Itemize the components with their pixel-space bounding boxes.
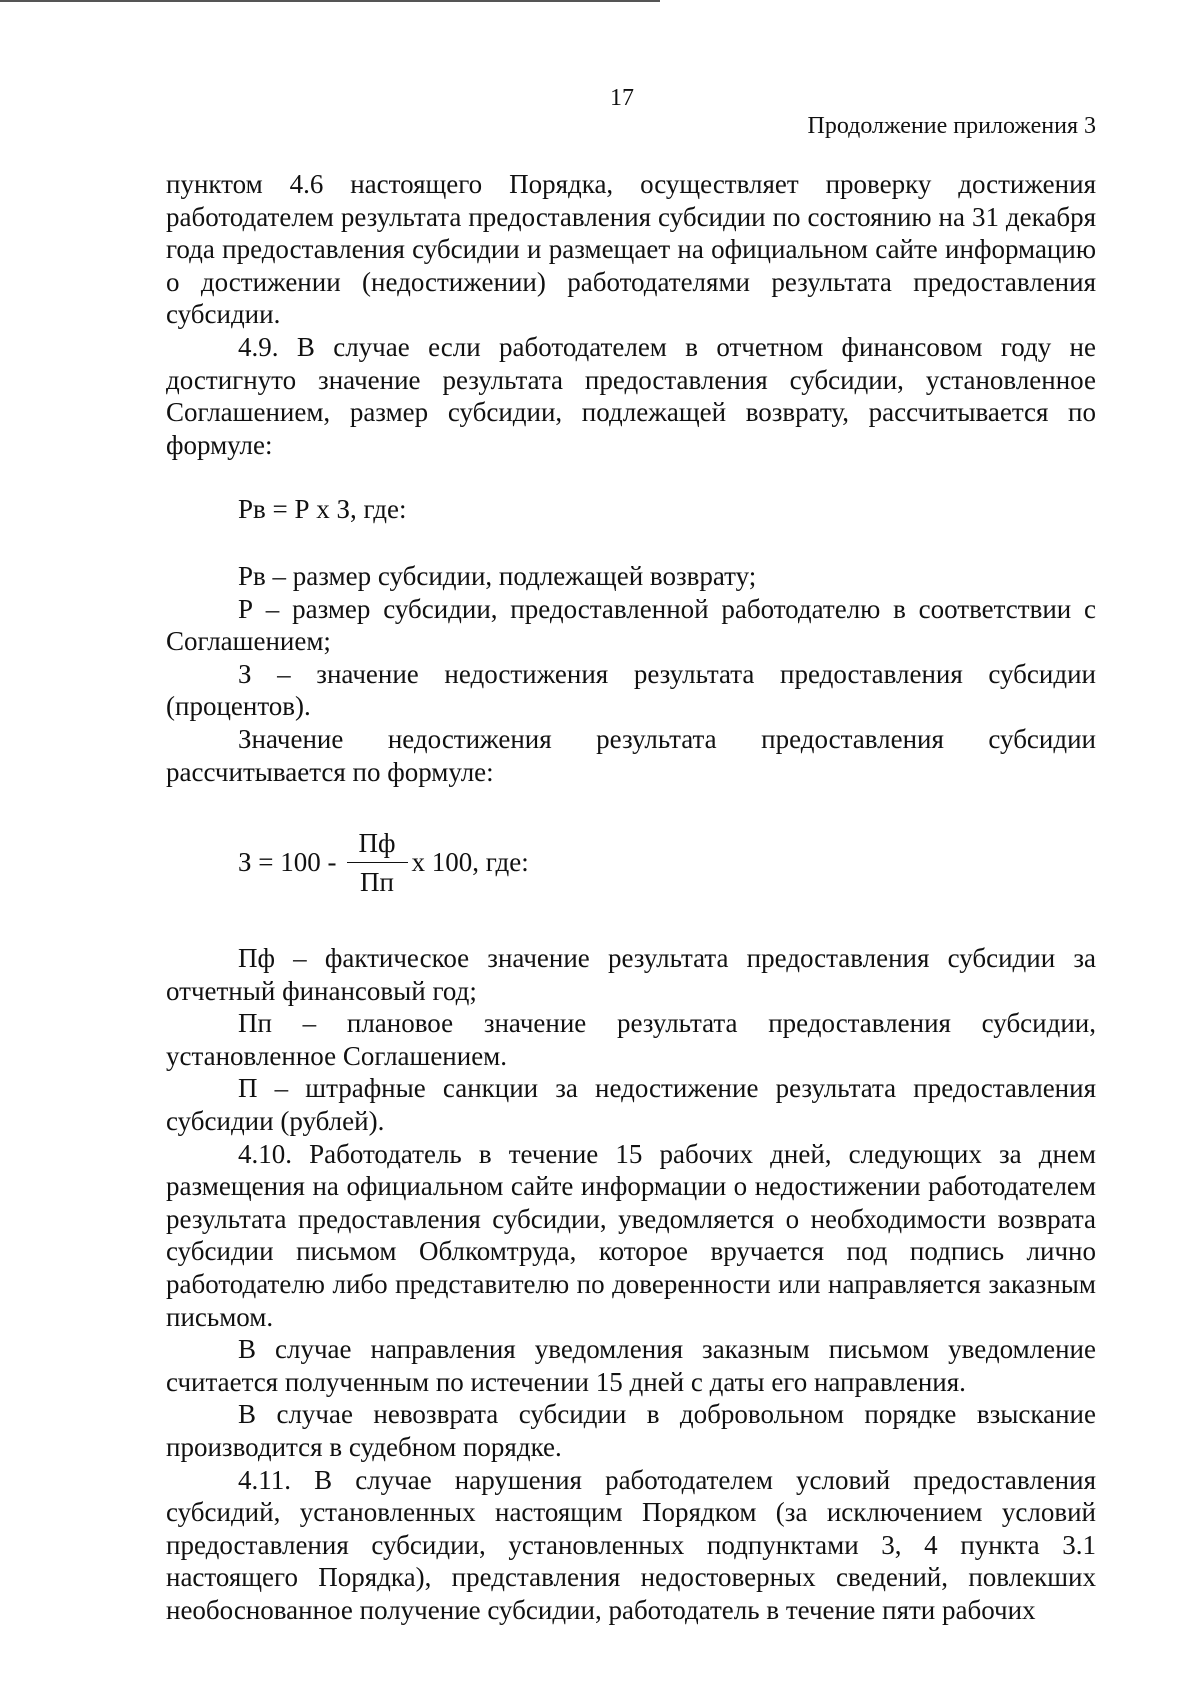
paragraph-4-10: 4.10. Работодатель в течение 15 рабочих дней, следующих за днем размещения на официальном сайте информации о недостижении работодателем результата предоставления субсидии, уведомляется о необходимости возврата субсидии письмом Облкомтруда, которое вручается под подпись лично работодателю либо представителю по доверенности или направляется заказным письмом.: [166, 1138, 1096, 1332]
page-number: 17: [610, 85, 634, 111]
formula-right: х 100, где:: [411, 846, 529, 877]
paragraph-4-11: 4.11. В случае нарушения работодателем условий предоставления субсидий, установленных настоящим Порядком (за исключением условий предоставления субсидии, установленных подпунктами 3, 4 пункта 3.1 настоящего Порядка), представления недостоверных сведений, повлекших необоснованное получение субсидии, работодатель в течение пяти рабочих: [166, 1464, 1096, 1625]
fraction: [347, 826, 408, 899]
definition-pf: Пф – фактическое значение результата предоставления субсидии за отчетный финансовый год;: [166, 943, 1096, 1006]
scan-top-edge: [0, 0, 660, 2]
definition-z: З – значение недостижения результата предоставления субсидии (процентов).: [166, 658, 1096, 722]
definition-r: Р – размер субсидии, предоставленной работодателю в соответствии с Соглашением;: [166, 593, 1096, 657]
definition-p: П – штрафные санкции за недостижение результата предоставления субсидии (рублей).: [166, 1073, 1096, 1137]
formula-shortfall: [238, 814, 1096, 910]
document-body: [166, 168, 1096, 1627]
appendix-label: Продолжение приложения 3: [807, 113, 1096, 139]
formula-left: З = 100 -: [238, 846, 337, 877]
paragraph-continuation: пунктом 4.6 настоящего Порядка, осуществляет проверку достижения работодателем результата предоставления субсидии по состоянию на 31 декабря года предоставления субсидии и размещает на официальном сайте информацию о достижении (недостижении) работодателями результата предоставления субсидии.: [166, 169, 1096, 330]
fraction-denominator: Пп: [360, 866, 394, 897]
definition-pp: Пп – плановое значение результата предоставления субсидии, установленное Соглашением.: [166, 1008, 1096, 1071]
paragraph-formula-intro: Значение недостижения результата предоставления субсидии рассчитывается по формуле:: [166, 723, 1096, 787]
paragraph-4-9: 4.9. В случае если работодателем в отчетном финансовом году не достигнуто значение результата предоставления субсидии, установленное Соглашением, размер субсидии, подлежащей возврату, рассчитывается по формуле:: [166, 331, 1096, 460]
paragraph-registered-letter: В случае направления уведомления заказным письмом уведомление считается полученным по истечении 15 дней с даты его направления.: [166, 1334, 1096, 1397]
definition-rv: Рв – размер субсидии, подлежащей возврату;: [238, 560, 757, 591]
paragraph-court: В случае невозврата субсидии в добровольном порядке взыскание производится в судебном порядке.: [166, 1399, 1096, 1462]
fraction-numerator: Пф: [347, 826, 408, 863]
formula-refund: Рв = Р х З, где:: [238, 494, 407, 525]
